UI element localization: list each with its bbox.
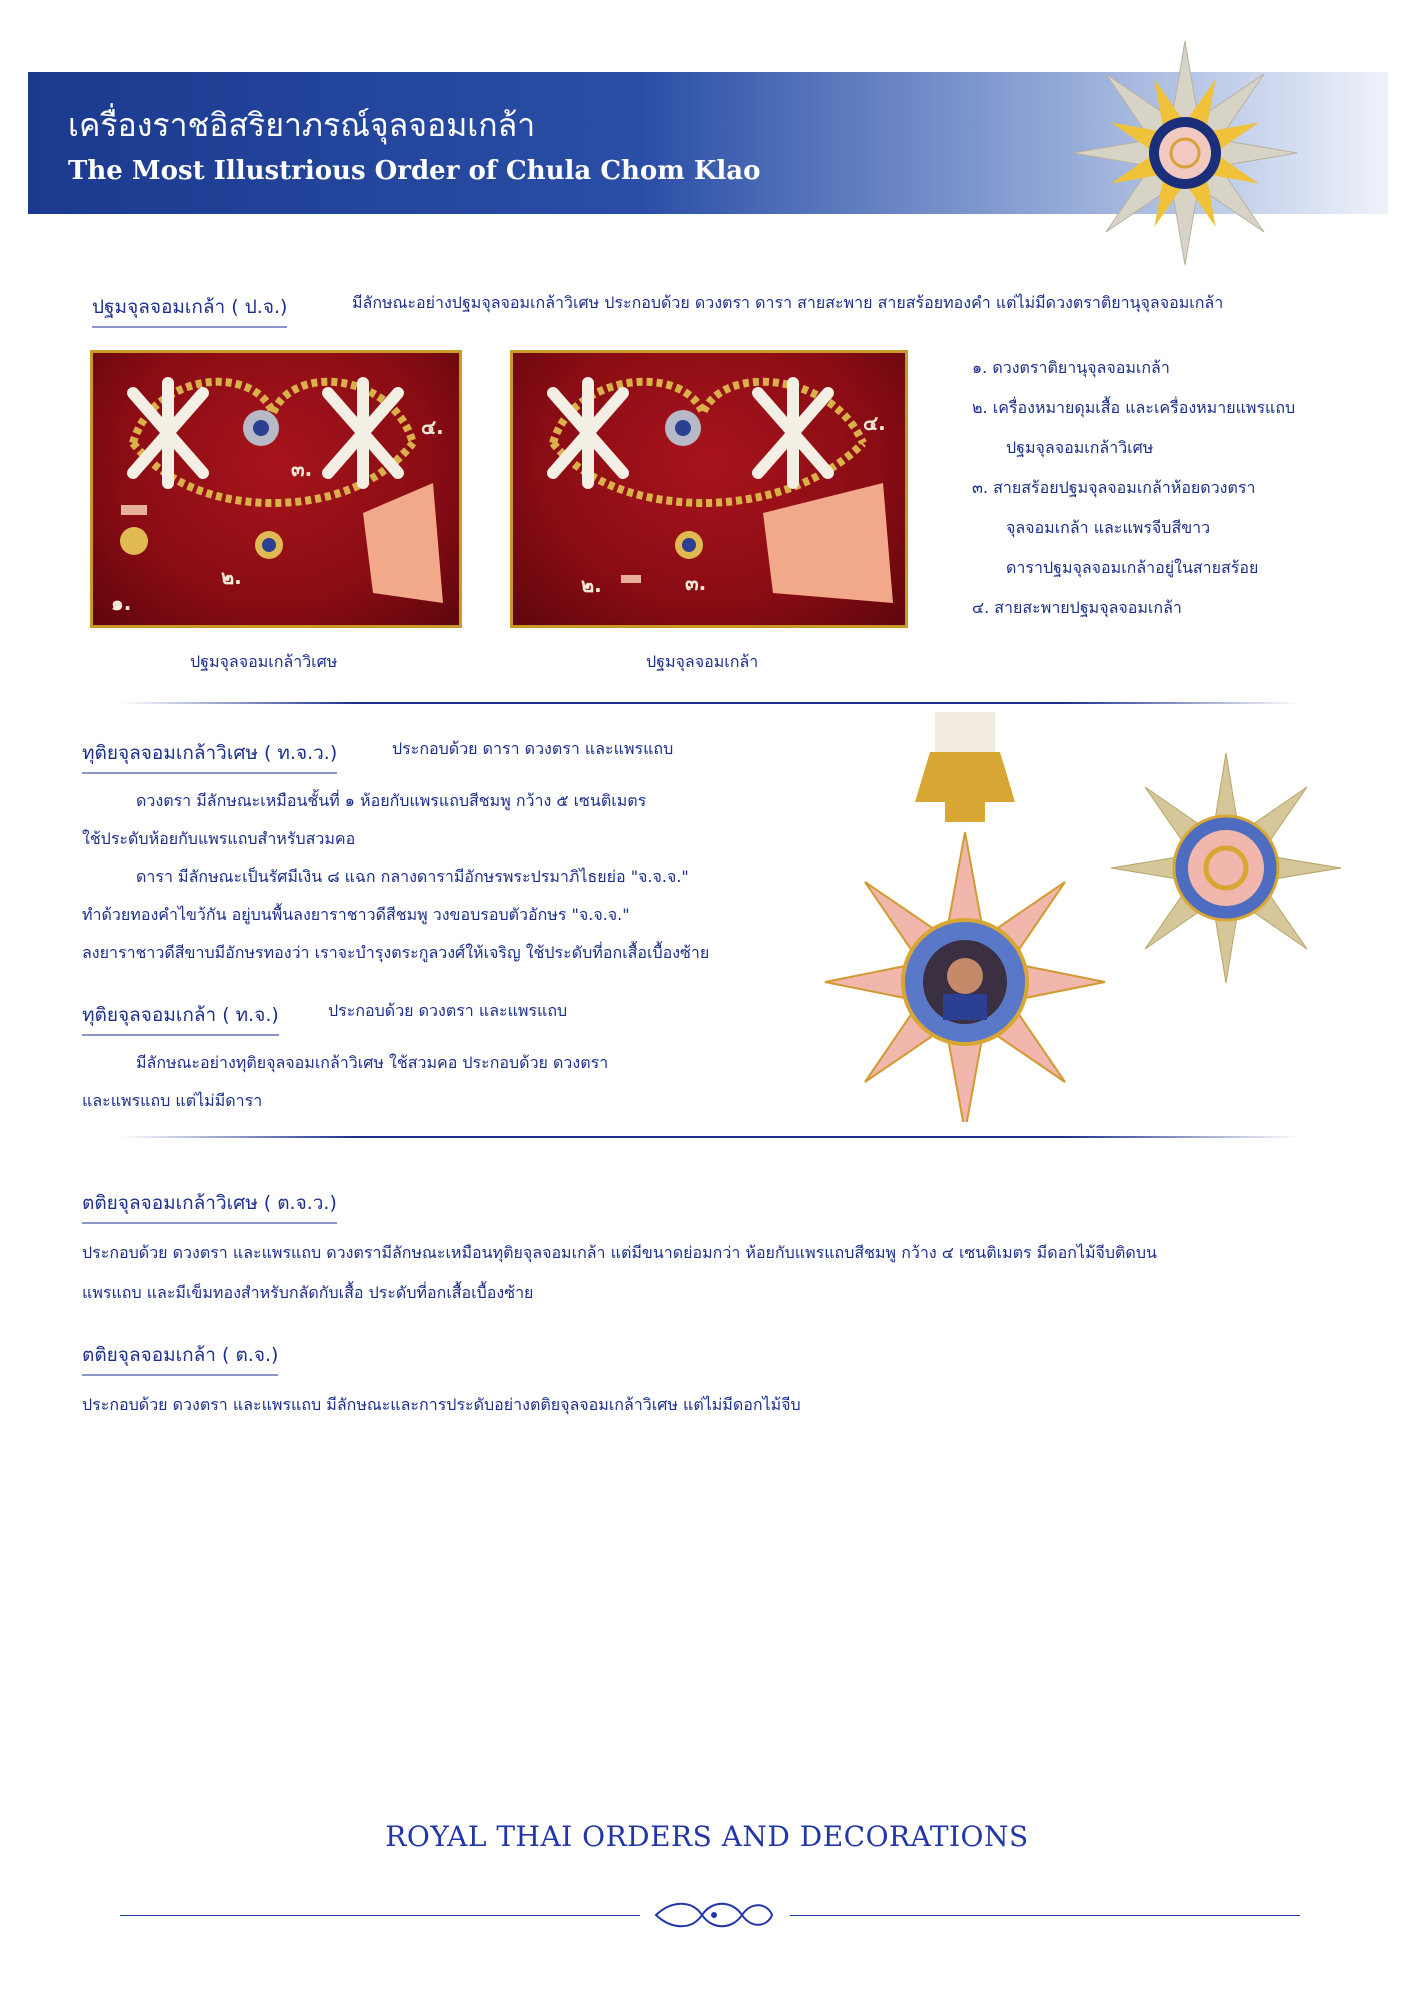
section-description-pathom: มีลักษณะอย่างปฐมจุลจอมเกล้าวิเศษ ประกอบด้วย ดวงตรา ดารา สายสะพาย สายสร้อยทองคำ แต่ไม่มีดวงตราติยานุจุลจอมเกล้า xyxy=(352,293,1224,312)
photo1-num-1: ๑. xyxy=(111,591,132,615)
tutiya-line-2: และแพรแถบ แต่ไม่มีดารา xyxy=(82,1091,263,1110)
photo-pathom-wiset xyxy=(90,350,462,628)
tatiya-wiset-line-1: ประกอบด้วย ดวงตรา และแพรแถบ ดวงตรามีลักษณะเหมือนทุติยจุลจอมเกล้า แต่มีขนาดย่อมกว่า ห้อยกับแพรแถบสีชมพู กว้าง ๔ เซนติเมตร มีดอกไม้จีบติดบน xyxy=(82,1243,1157,1262)
components-list xyxy=(972,348,1295,628)
photo2-num-4: ๔. xyxy=(863,411,886,435)
divider xyxy=(120,1136,1300,1138)
photo2-num-2: ๒. xyxy=(581,573,602,597)
order-star-icon xyxy=(1070,38,1300,268)
list-item: ปฐมจุลจอมเกล้าวิเศษ xyxy=(1006,438,1154,457)
collar-chain-image-2 xyxy=(513,353,905,625)
tutiya-wiset-line-3: ดารา มีลักษณะเป็นรัศมีเงิน ๘ แฉก กลางดารามีอักษรพระปรมาภิไธยย่อ "จ.จ.จ." xyxy=(136,867,689,886)
tutiya-wiset-line-4: ทำด้วยทองคำไขว้กัน อยู่บนพื้นลงยาราชาวดีสีชมพู วงขอบรอบตัวอักษร "จ.จ.จ." xyxy=(82,905,630,924)
list-item: ๒. เครื่องหมายดุมเสื้อ และเครื่องหมายแพรแถบ xyxy=(972,398,1296,417)
list-item: ดาราปฐมจุลจอมเกล้าอยู่ในสายสร้อย xyxy=(1006,558,1259,577)
list-item: ๓. สายสร้อยปฐมจุลจอมเกล้าห้อยดวงตรา xyxy=(972,478,1256,497)
list-item: ๔. สายสะพายปฐมจุลจอมเกล้า xyxy=(972,598,1182,617)
section-subtitle-tutiya-wiset: ประกอบด้วย ดารา ดวงตรา และแพรแถบ xyxy=(392,739,674,758)
divider xyxy=(120,702,1300,704)
tatiya-wiset-line-2: แพรแถบ และมีเข็มทองสำหรับกลัดกับเสื้อ ประดับที่อกเสื้อเบื้องซ้าย xyxy=(82,1283,534,1302)
section-title-tutiya-wiset: ทุติยจุลจอมเกล้าวิเศษ ( ท.จ.ว.) xyxy=(82,738,337,774)
photo2-num-3: ๓. xyxy=(685,571,707,595)
photo-pathom xyxy=(510,350,908,628)
section-title-tatiya: ตติยจุลจอมเกล้า ( ต.จ.) xyxy=(82,1340,278,1376)
section-subtitle-tutiya: ประกอบด้วย ดวงตรา และแพรแถบ xyxy=(328,1001,568,1020)
footer-line-left xyxy=(120,1915,640,1916)
header-title-en: The Most Illustrious Order of Chula Chom Klao xyxy=(68,156,761,186)
section-title-tatiya-wiset: ตติยจุลจอมเกล้าวิเศษ ( ต.จ.ว.) xyxy=(82,1188,337,1224)
tutiya-line-1: มีลักษณะอย่างทุติยจุลจอมเกล้าวิเศษ ใช้สวมคอ ประกอบด้วย ดวงตรา xyxy=(136,1053,609,1072)
tutiya-wiset-line-5: ลงยาราชาวดีสีขาบมีอักษรทองว่า เราจะบำรุงตระกูลวงศ์ให้เจริญ ใช้ประดับที่อกเสื้อเบื้องซ้าย xyxy=(82,943,710,962)
section-title-pathom: ปฐมจุลจอมเกล้า ( ป.จ.) xyxy=(92,292,287,328)
photo1-num-4: ๔. xyxy=(421,415,444,439)
photo1-caption: ปฐมจุลจอมเกล้าวิเศษ xyxy=(190,652,338,671)
neck-badge-icon xyxy=(820,712,1110,1122)
breast-star-icon xyxy=(1108,750,1344,986)
footer-title: ROYAL THAI ORDERS AND DECORATIONS xyxy=(385,1820,1029,1853)
photo2-caption: ปฐมจุลจอมเกล้า xyxy=(646,652,759,671)
photo1-num-3: ๓. xyxy=(291,457,313,481)
footer-line-right xyxy=(790,1915,1300,1916)
tutiya-wiset-line-2: ใช้ประดับห้อยกับแพรแถบสำหรับสวมคอ xyxy=(82,829,356,848)
section-title-tutiya: ทุติยจุลจอมเกล้า ( ท.จ.) xyxy=(82,1000,279,1036)
header-title-th: เครื่องราชอิสริยาภรณ์จุลจอมเกล้า xyxy=(68,106,536,144)
collar-chain-image xyxy=(93,353,459,625)
list-item: ๑. ดวงตราติยานุจุลจอมเกล้า xyxy=(972,358,1170,377)
tatiya-line-1: ประกอบด้วย ดวงตรา และแพรแถบ มีลักษณะและการประดับอย่างตติยจุลจอมเกล้าวิเศษ แต่ไม่มีดอกไม้จีบ xyxy=(82,1395,801,1414)
list-item: จุลจอมเกล้า และแพรจีบสีขาว xyxy=(1006,518,1211,537)
photo1-num-2: ๒. xyxy=(221,565,242,589)
tutiya-wiset-line-1: ดวงตรา มีลักษณะเหมือนชั้นที่ ๑ ห้อยกับแพรแถบสีชมพู กว้าง ๕ เซนติเมตร xyxy=(136,791,647,810)
flourish-icon xyxy=(652,1896,776,1934)
